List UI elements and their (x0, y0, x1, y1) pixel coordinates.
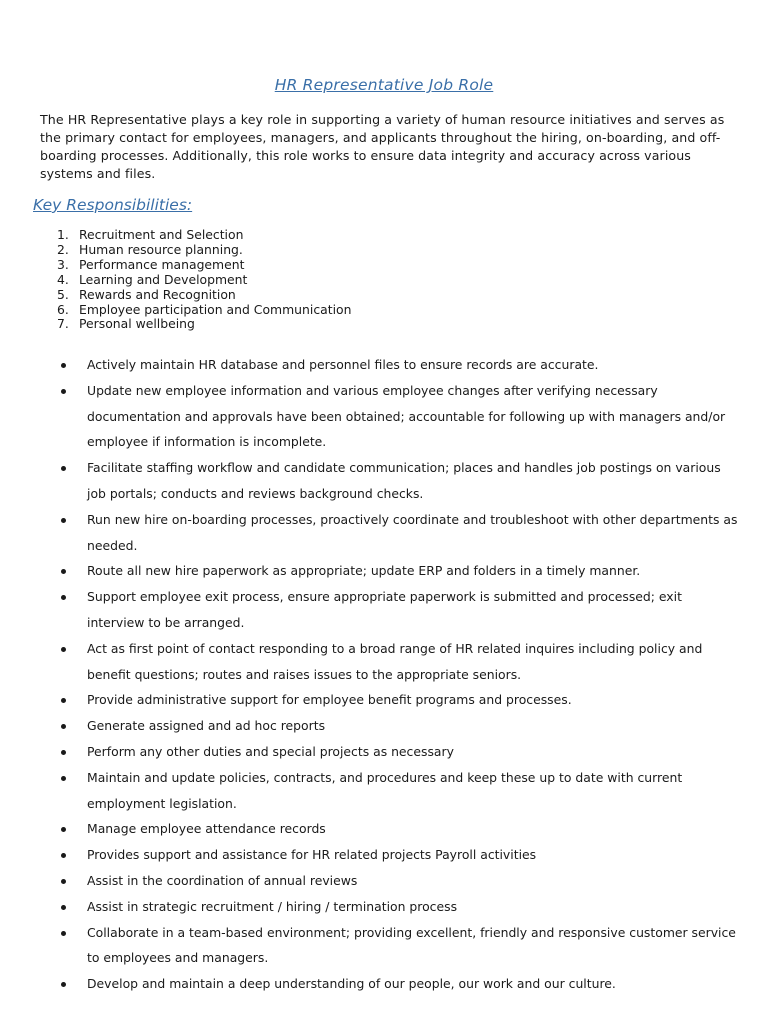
bullet-item (0, 352, 768, 378)
bullet-text: Provide administrative support for employee benefit programs and processes. (87, 692, 572, 708)
bullet-item (0, 868, 768, 894)
numbered-item (57, 273, 351, 288)
bullet-item (0, 507, 768, 559)
item-text: Performance management (79, 256, 245, 272)
bullet-item (0, 971, 768, 997)
item-number: 6. (57, 301, 69, 317)
bullet-text: Route all new hire paperwork as appropriate; update ERP and folders in a timely manner. (87, 563, 641, 579)
bullet-text: Act as first point of contact responding to a broad range of HR related inquires including policy and benefit questions; routes and raises issues to the appropriate seniors. (87, 640, 703, 682)
bullet-text: Run new hire on-boarding processes, proactively coordinate and troubleshoot with other departments as needed. (87, 511, 738, 553)
bullet-text: Actively maintain HR database and personnel files to ensure records are accurate. (87, 357, 599, 372)
bullet-dot-icon (61, 982, 66, 987)
bullet-text: Facilitate staffing workflow and candidate communication; places and handles job postings on various job portals; conducts and reviews background checks. (87, 460, 721, 501)
numbered-item (57, 288, 351, 303)
numbered-item (57, 243, 351, 258)
bullet-dot-icon (61, 724, 66, 729)
item-text: Recruitment and Selection (79, 227, 244, 242)
item-number: 7. (57, 316, 69, 332)
bullet-text: Collaborate in a team-based environment; providing excellent, friendly and responsive customer service to employees and managers. (87, 924, 736, 966)
item-number: 4. (57, 271, 69, 287)
bullet-dot-icon (61, 595, 66, 600)
intro-paragraph: The HR Representative plays a key role in supporting a variety of human resource initiatives and serves as the primary contact for employees, managers, and applicants throughout the hiring, on-boarding, and off-boarding processes. Additionally, this role works to ensure data integrity and accuracy across various systems and files. (40, 112, 725, 181)
bullet-item (0, 584, 768, 636)
bullet-text: Provides support and assistance for HR related projects Payroll activities (87, 847, 537, 863)
bullet-dot-icon (61, 518, 66, 523)
item-number: 2. (57, 241, 69, 257)
bullet-dot-icon (61, 776, 66, 781)
item-text: Rewards and Recognition (79, 286, 236, 302)
bullet-item (0, 713, 768, 739)
bullet-dot-icon (61, 931, 66, 936)
bullet-dot-icon (61, 363, 66, 368)
bullet-item (0, 739, 768, 765)
item-text: Employee participation and Communication (79, 301, 352, 317)
item-text: Personal wellbeing (79, 316, 195, 332)
bullet-text: Assist in strategic recruitment / hiring / termination process (87, 898, 458, 914)
bullet-item (0, 687, 768, 713)
bullet-text: Perform any other duties and special projects as necessary (87, 743, 454, 759)
bullet-dot-icon (61, 905, 66, 910)
bullet-text: Maintain and update policies, contracts, and procedures and keep these up to date with current employment legislation. (87, 769, 683, 811)
bullet-text: Generate assigned and ad hoc reports (87, 718, 326, 734)
bullet-text: Support employee exit process, ensure appropriate paperwork is submitted and processed; exit interview to be arranged. (87, 589, 682, 630)
numbered-item (57, 258, 351, 273)
bullet-item (0, 765, 768, 817)
bullet-item (0, 842, 768, 868)
bullet-item (0, 558, 768, 584)
bullet-dot-icon (61, 827, 66, 832)
item-number: 1. (57, 227, 69, 242)
bullet-dot-icon (61, 569, 66, 574)
bullet-dot-icon (61, 466, 66, 471)
bullet-dot-icon (61, 853, 66, 858)
bullet-item (0, 920, 768, 972)
bullet-item (0, 816, 768, 842)
bullet-text: Develop and maintain a deep understanding of our people, our work and our culture. (87, 976, 616, 992)
bullet-dot-icon (61, 389, 66, 394)
item-text: Human resource planning. (79, 241, 243, 257)
key-responsibilities-heading: Key Responsibilities: (33, 196, 193, 214)
bullet-item (0, 378, 768, 455)
numbered-item (57, 228, 351, 243)
bullet-dot-icon (61, 750, 66, 755)
bullet-dot-icon (61, 879, 66, 884)
item-text: Learning and Development (79, 271, 248, 287)
responsibilities-numbered-list (57, 228, 351, 332)
bullet-dot-icon (61, 647, 66, 652)
bullet-dot-icon (61, 698, 66, 703)
bullet-text: Assist in the coordination of annual reviews (87, 872, 358, 888)
numbered-item (57, 317, 351, 332)
duties-bullet-list (0, 352, 768, 997)
numbered-item (57, 303, 351, 318)
document-title: HR Representative Job Role (274, 76, 494, 94)
bullet-item (0, 894, 768, 920)
item-number: 3. (57, 256, 69, 272)
bullet-item (0, 455, 768, 507)
bullet-text: Manage employee attendance records (87, 821, 326, 837)
bullet-item (0, 636, 768, 688)
item-number: 5. (57, 286, 69, 302)
bullet-text: Update new employee information and various employee changes after verifying necessary documentation and approvals have been obtained; accountable for following up with managers and/or employee if information is incomplete. (87, 382, 726, 450)
